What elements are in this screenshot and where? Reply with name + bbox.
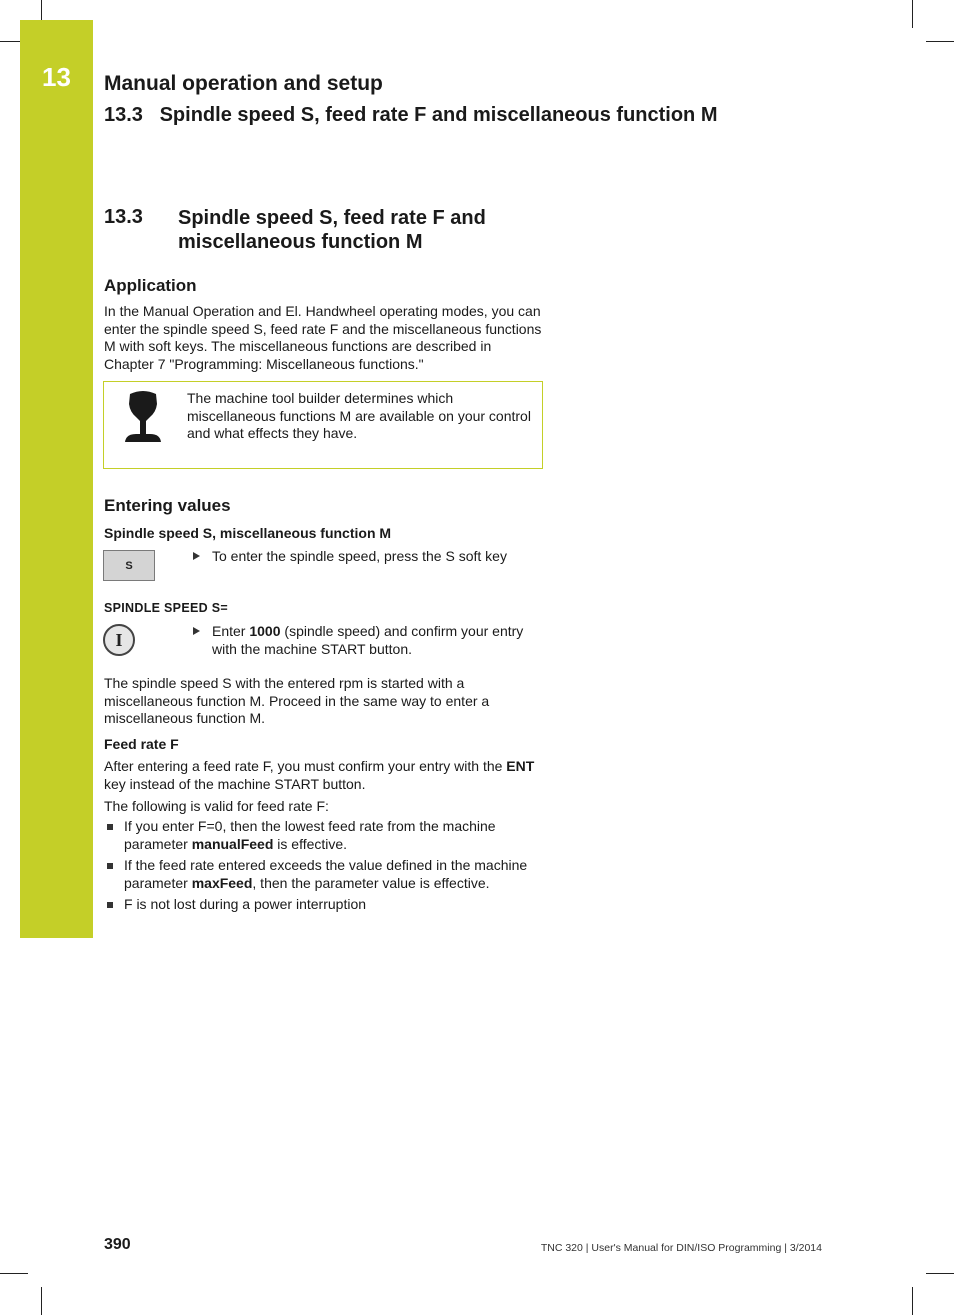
- step-arrow-icon: [193, 627, 200, 635]
- running-section-title: 13.3 Spindle speed S, feed rate F and miscellaneous function M: [104, 104, 718, 126]
- bullet-square-icon: [107, 863, 113, 869]
- crop-mark: [926, 41, 954, 42]
- chapter-number: 13: [42, 62, 71, 92]
- crop-mark: [41, 1287, 42, 1315]
- step-press-s-softkey: To enter the spindle speed, press the S soft key: [193, 548, 543, 566]
- step-arrow-icon: [193, 552, 200, 560]
- note-box: [103, 381, 543, 469]
- dialog-prompt: SPINDLE SPEED S=: [104, 601, 228, 615]
- page-number: 390: [104, 1236, 131, 1253]
- section-title: Spindle speed S, feed rate F and miscellaneous function M: [178, 207, 486, 253]
- feed-rate-paragraph: After entering a feed rate F, you must confirm your entry with the ENT key instead of the machine START button.: [104, 758, 535, 792]
- application-text: In the Manual Operation and El. Handwheel operating modes, you can enter the spindle speed S, feed rate F and the miscellaneous functions M with soft keys. The miscellaneous functions are described in Chapter 7 "Programming: Miscellaneous functions.": [104, 303, 542, 372]
- section-number: 13.3: [104, 206, 143, 228]
- crop-mark: [0, 1273, 28, 1274]
- list-item: F is not lost during a power interruption: [104, 896, 544, 914]
- s-softkey[interactable]: S: [103, 550, 155, 581]
- spindle-speed-paragraph: The spindle speed S with the entered rpm is started with a miscellaneous function M. Proceed in the same way to enter a miscellaneous function M.: [104, 675, 490, 726]
- list-item: If you enter F=0, then the lowest feed rate from the machine parameter manualFeed is effective.: [104, 818, 544, 853]
- bullet-square-icon: [107, 824, 113, 830]
- info-icon: I: [103, 624, 135, 656]
- chapter-sidebar: [20, 20, 93, 938]
- crop-mark: [912, 0, 913, 28]
- crop-mark: [912, 1287, 913, 1315]
- machine-builder-icon: [122, 390, 164, 448]
- application-heading: Application: [104, 276, 197, 295]
- spindle-speed-subheading: Spindle speed S, miscellaneous function M: [104, 525, 392, 541]
- feed-rate-intro: The following is valid for feed rate F:: [104, 798, 329, 814]
- feed-rate-rules-list: [104, 818, 544, 918]
- list-item: If the feed rate entered exceeds the value defined in the machine parameter maxFeed, then the parameter value is effective.: [104, 857, 544, 892]
- feed-rate-subheading: Feed rate F: [104, 736, 179, 752]
- note-text: The machine tool builder determines which miscellaneous functions M are available on your control and what effects they have.: [187, 390, 531, 441]
- bullet-square-icon: [107, 902, 113, 908]
- crop-mark: [926, 1273, 954, 1274]
- footer-text: TNC 320 | User's Manual for DIN/ISO Programming | 3/2014: [540, 1242, 822, 1254]
- step-enter-spindle-speed: Enter 1000 (spindle speed) and confirm your entry with the machine START button.: [193, 623, 543, 658]
- chapter-title: Manual operation and setup: [104, 72, 383, 95]
- crop-mark: [0, 41, 20, 42]
- entering-values-heading: Entering values: [104, 496, 231, 515]
- crop-mark: [41, 0, 42, 20]
